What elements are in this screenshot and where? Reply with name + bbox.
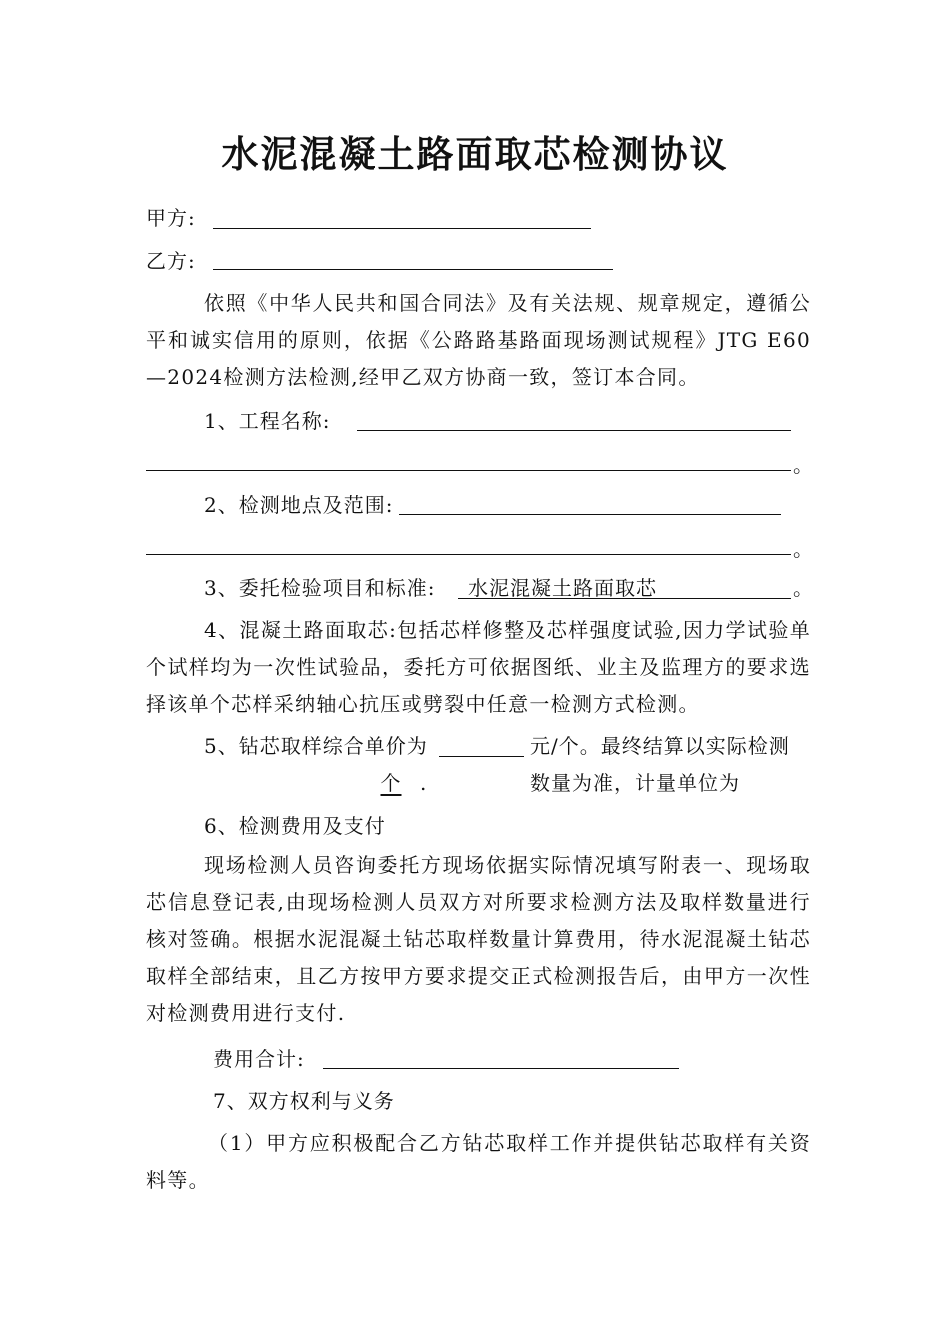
item6-paragraph: 现场检测人员咨询委托方现场依据实际情况填写附表一、现场取芯信息登记表,由现场检测人员双方对所要求检测方法及取样数量进行核对签确。根据水泥混凝土钻芯取样数量计算费用，待水泥混凝土钻芯取样全部结束，且乙方按甲方要求提交正式检测报告后，由甲方一次性对检测费用进行支付. [146,853,811,1025]
item7-1-paragraph: （1）甲方应积极配合乙方钻芯取样工作并提供钻芯取样有关资料等。 [146,1131,811,1192]
item5-unit [362,768,427,798]
item3-underline [458,598,791,599]
item3-value: 水泥混凝土路面取芯 [468,576,657,600]
fee-total-blank[interactable] [323,1068,679,1069]
item5-end: . [420,771,428,795]
party-b-blank[interactable] [213,269,613,270]
document-title: 水泥混凝土路面取芯检测协议 [221,133,729,176]
item5-text-a: 5、钻芯取样综合单价为 [204,734,428,758]
party-a-blank[interactable] [213,228,591,229]
item5-unit-value: 个 [380,771,402,795]
party-a-label: 甲方: [146,206,196,230]
item4-paragraph: 4、混凝土路面取芯:包括芯样修整及芯样强度试验,因力学试验单个试样均为一次性试验品，委托方可依据图纸、业主及监理方的要求选择该单个芯样采纳轴心抗压或劈裂中任意一检测方式检测。 [146,618,811,716]
item1-period: 。 [793,453,813,477]
intro-paragraph: 依照《中华人民共和国合同法》及有关法规、规章规定，遵循公平和诚实信用的原则，依据《公路路基路面现场测试规程》JTG E60—2024检测方法检测,经甲乙双方协商一致，签订本合同。 [146,291,811,389]
item5-text-b: 元/个。最终结算以实际检测数量为准，计量单位为 [530,734,790,795]
location-blank-2[interactable] [146,554,791,555]
project-name-blank-2[interactable] [146,470,791,471]
item3-label: 3、委托检验项目和标准: [204,576,436,600]
item2-label: 2、检测地点及范围: [204,493,394,517]
location-blank[interactable] [399,514,781,515]
party-b-label: 乙方: [146,249,196,273]
item2-period: 。 [793,537,813,561]
unit-price-blank[interactable] [439,756,524,757]
project-name-blank[interactable] [357,430,791,431]
fee-total-label: 费用合计: [213,1047,305,1071]
item6-label: 6、检测费用及支付 [204,814,386,838]
item3-period: 。 [793,576,813,600]
item7-label: 7、双方权利与义务 [213,1089,395,1113]
item1-label: 1、工程名称: [204,409,331,433]
